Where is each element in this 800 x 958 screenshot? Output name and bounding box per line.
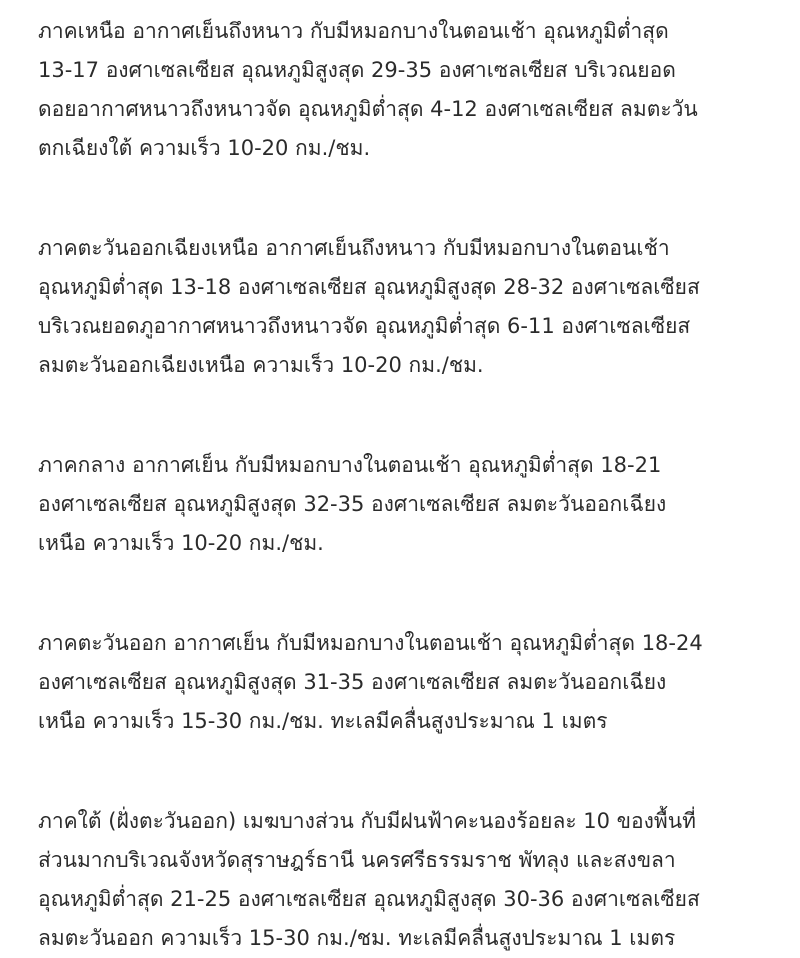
paragraph-line: ภาคตะวันออกเฉียงเหนือ อากาศเย็นถึงหนาว กับมีหมอกบางในตอนเช้า [38, 236, 670, 260]
paragraph-line: องศาเซลเซียส อุณหภูมิสูงสุด 32-35 องศาเซลเซียส ลมตะวันออกเฉียง [38, 492, 667, 516]
paragraph-line: ลมตะวันออกเฉียงเหนือ ความเร็ว 10-20 กม./ชม. [38, 353, 484, 377]
paragraph-line: บริเวณยอดภูอากาศหนาวถึงหนาวจัด อุณหภูมิต่ำสุด 6-11 องศาเซลเซียส [38, 314, 691, 338]
paragraph-line: อุณหภูมิต่ำสุด 21-25 องศาเซลเซียส อุณหภูมิสูงสุด 30-36 องศาเซลเซียส [38, 887, 700, 911]
paragraph-line: 13-17 องศาเซลเซียส อุณหภูมิสูงสุด 29-35 องศาเซลเซียส บริเวณยอด [38, 58, 676, 82]
paragraph-line: เหนือ ความเร็ว 15-30 กม./ชม. ทะเลมีคลื่นสูงประมาณ 1 เมตร [38, 709, 608, 733]
forecast-east-paragraph [38, 624, 774, 741]
forecast-northeast-paragraph [38, 229, 774, 385]
paragraph-line: ตกเฉียงใต้ ความเร็ว 10-20 กม./ชม. [38, 136, 371, 160]
paragraph-line: ภาคกลาง อากาศเย็น กับมีหมอกบางในตอนเช้า อุณหภูมิต่ำสุด 18-21 [38, 453, 662, 477]
paragraph-line: องศาเซลเซียส อุณหภูมิสูงสุด 31-35 องศาเซลเซียส ลมตะวันออกเฉียง [38, 670, 667, 694]
paragraph-line: ภาคเหนือ อากาศเย็นถึงหนาว กับมีหมอกบางในตอนเช้า อุณหภูมิต่ำสุด [38, 19, 669, 43]
paragraph-line: ภาคใต้ (ฝั่งตะวันออก) เมฆบางส่วน กับมีฝนฟ้าคะนองร้อยละ 10 ของพื้นที่ [38, 809, 696, 833]
paragraph-line: ภาคตะวันออก อากาศเย็น กับมีหมอกบางในตอนเช้า อุณหภูมิต่ำสุด 18-24 [38, 631, 703, 655]
forecast-north-paragraph [38, 12, 774, 168]
paragraph-line: ลมตะวันออก ความเร็ว 15-30 กม./ชม. ทะเลมีคลื่นสูงประมาณ 1 เมตร [38, 926, 676, 950]
paragraph-line: ส่วนมากบริเวณจังหวัดสุราษฎร์ธานี นครศรีธรรมราช พัทลุง และสงขลา [38, 848, 676, 872]
paragraph-line: เหนือ ความเร็ว 10-20 กม./ชม. [38, 531, 324, 555]
paragraph-line: ดอยอากาศหนาวถึงหนาวจัด อุณหภูมิต่ำสุด 4-12 องศาเซลเซียส ลมตะวัน [38, 97, 698, 121]
forecast-central-paragraph [38, 446, 774, 563]
paragraph-line: อุณหภูมิต่ำสุด 13-18 องศาเซลเซียส อุณหภูมิสูงสุด 28-32 องศาเซลเซียส [38, 275, 700, 299]
forecast-south-east-coast-paragraph [38, 802, 774, 958]
